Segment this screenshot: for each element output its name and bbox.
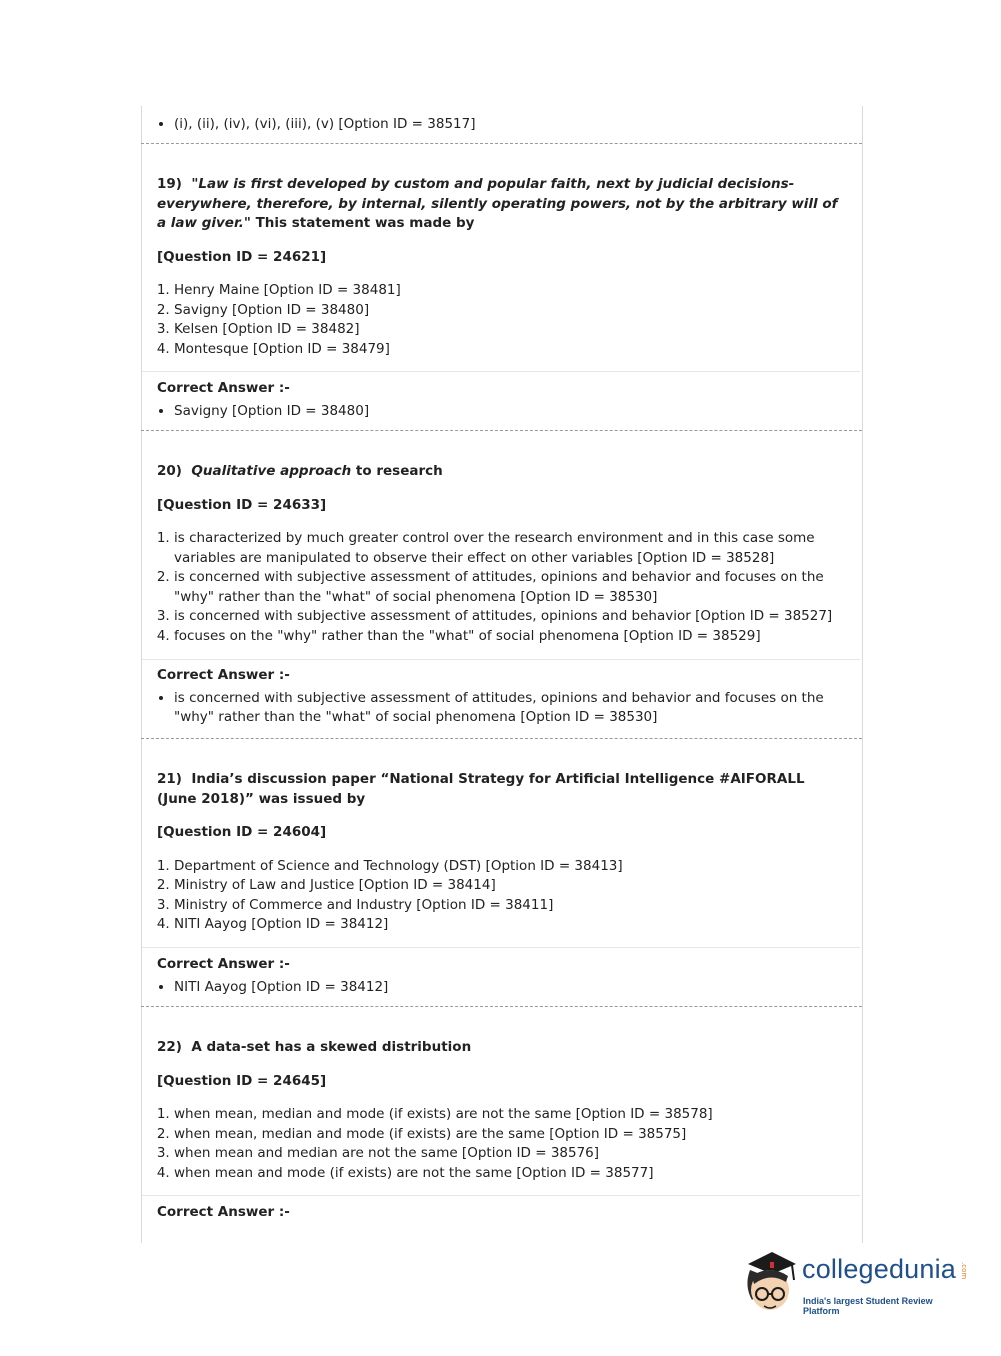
option: 1. is characterized by much greater control over the research environment and in this case some variables are manipulated to observe their effect on other variables [Option ID = 38528] <box>174 529 847 568</box>
question-separator <box>141 143 862 144</box>
option: 3. Kelsen [Option ID = 38482] <box>174 320 847 340</box>
question-id: [Question ID = 24633] <box>157 496 327 513</box>
option: 4. when mean and mode (if exists) are not the same [Option ID = 38577] <box>174 1164 847 1184</box>
options-list <box>157 281 847 359</box>
correct-answer-19 <box>157 379 847 421</box>
divider <box>142 659 860 660</box>
correct-answer-value: • is concerned with subjective assessment of attitudes, opinions and behavior and focuses on the "why" rather than the "what" of social phenomena [Option ID = 38530] <box>174 689 847 728</box>
correct-answer-label: Correct Answer :- <box>157 956 290 972</box>
logo-tagline: India's largest Student Review Platform <box>803 1296 933 1316</box>
question-number: 20) <box>157 463 182 479</box>
question-text <box>157 1038 847 1058</box>
option: 2. Ministry of Law and Justice [Option ID = 38414] <box>174 876 847 896</box>
previous-answer <box>157 115 847 135</box>
correct-answer-label: Correct Answer :- <box>157 380 290 396</box>
divider <box>142 947 860 948</box>
question-id: [Question ID = 24645] <box>157 1072 327 1089</box>
correct-answer-21 <box>157 955 847 997</box>
options-list <box>157 529 847 646</box>
question-number: 22) <box>157 1039 182 1055</box>
options-list <box>157 857 847 935</box>
question-number: 19) <box>157 176 182 192</box>
question-number: 21) <box>157 771 182 787</box>
option: 1. when mean, median and mode (if exists) are not the same [Option ID = 38578] <box>174 1105 847 1125</box>
options-list <box>157 1105 847 1183</box>
correct-answer-value: • NITI Aayog [Option ID = 38412] <box>174 978 847 998</box>
option: 1. Department of Science and Technology (DST) [Option ID = 38413] <box>174 857 847 877</box>
question-text-rest: to research <box>351 463 443 479</box>
question-separator <box>141 430 862 431</box>
question-text-rest: This statement was made by <box>250 215 475 231</box>
question-22 <box>157 1038 847 1183</box>
correct-answer-label: Correct Answer :- <box>157 1204 290 1220</box>
option: 4. Montesque [Option ID = 38479] <box>174 340 847 360</box>
question-text-rest: A data-set has a skewed distribution <box>191 1039 472 1055</box>
option: 2. Savigny [Option ID = 38480] <box>174 301 847 321</box>
question-id: [Question ID = 24621] <box>157 248 327 265</box>
previous-answer-item: • (i), (ii), (iv), (vi), (iii), (v) [Option ID = 38517] <box>174 115 847 135</box>
correct-answer-20 <box>157 666 847 728</box>
question-id: [Question ID = 24604] <box>157 824 327 840</box>
divider <box>142 371 860 372</box>
question-emphasis: Qualitative approach <box>191 463 352 479</box>
question-separator <box>141 738 862 739</box>
mascot-icon <box>740 1250 802 1320</box>
question-text <box>157 462 847 482</box>
option: 4. focuses on the "why" rather than the "what" of social phenomena [Option ID = 38529] <box>174 627 847 647</box>
correct-answer-22 <box>157 1203 847 1223</box>
option: 3. is concerned with subjective assessment of attitudes, opinions and behavior [Option ID = 38527] <box>174 607 847 627</box>
option: 3. Ministry of Commerce and Industry [Option ID = 38411] <box>174 896 847 916</box>
question-text-rest: India’s discussion paper “National Strategy for Artificial Intelligence #AIFORALL (June 2018)” was issued by <box>157 771 805 807</box>
question-21 <box>157 770 847 935</box>
option: 1. Henry Maine [Option ID = 38481] <box>174 281 847 301</box>
option: 4. NITI Aayog [Option ID = 38412] <box>174 915 847 935</box>
divider <box>142 1195 860 1196</box>
question-text <box>157 770 847 809</box>
question-20 <box>157 462 847 646</box>
logo-name: collegedunia <box>802 1254 957 1284</box>
logo-suffix: .com <box>960 1262 968 1280</box>
collegedunia-logo <box>740 1250 970 1320</box>
question-text <box>157 175 847 234</box>
correct-answer-label: Correct Answer :- <box>157 667 290 683</box>
question-19 <box>157 175 847 359</box>
option: 2. is concerned with subjective assessment of attitudes, opinions and behavior and focuses on the "why" rather than the "what" of social phenomena [Option ID = 38530] <box>174 568 847 607</box>
question-quote: "Law is first developed by custom and popular faith, next by judicial decisions- everywhere, therefore, by internal, silently operating powers, not by the arbitrary will of a law giver." <box>157 176 838 231</box>
option: 2. when mean, median and mode (if exists) are the same [Option ID = 38575] <box>174 1125 847 1145</box>
question-separator <box>141 1006 862 1007</box>
correct-answer-value: • Savigny [Option ID = 38480] <box>174 402 847 422</box>
option: 3. when mean and median are not the same [Option ID = 38576] <box>174 1144 847 1164</box>
